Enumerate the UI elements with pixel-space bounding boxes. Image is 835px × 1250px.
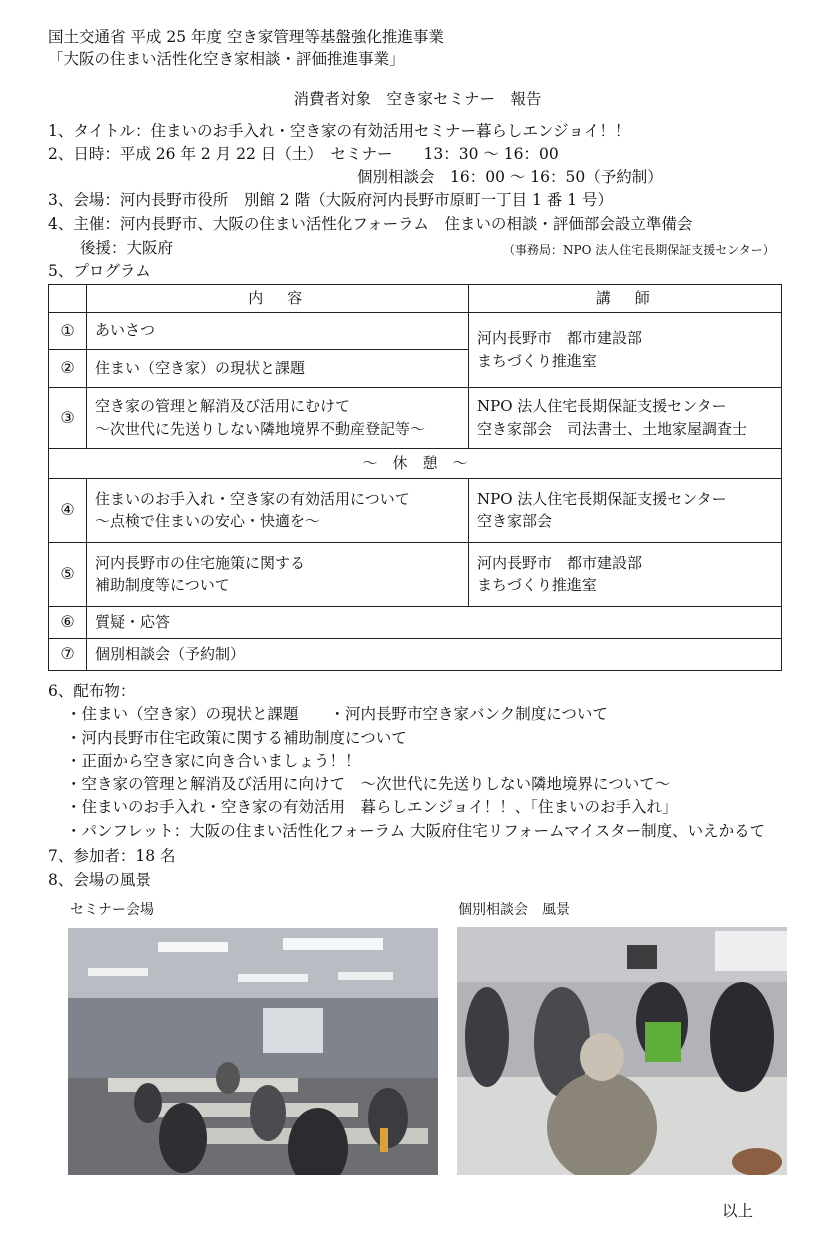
materials-heading: 6、配布物： (48, 682, 136, 700)
header-line-2: 「大阪の住まい活性化空き家相談・評価推進事業」 (48, 50, 405, 68)
item-secretariat: （事務局：NPO 法人住宅長期保証支援センター） (503, 243, 775, 257)
header-line-1: 国土交通省 平成 25 年度 空き家管理等基盤強化推進事業 (48, 28, 444, 46)
seminar-room-image (68, 928, 438, 1175)
item-host: 4、主催：河内長野市、大阪の住まい活性化フォーラム 住まいの相談・評価部会設立準備会 (48, 215, 693, 233)
table-row: ② 住まい（空き家）の現状と課題 (49, 349, 782, 387)
list-item: ・住まい（空き家）の現状と課題 ・河内長野市空き家バンク制度について (66, 705, 608, 723)
closing-text: 以上 (722, 1202, 754, 1220)
consultation-image (457, 927, 787, 1175)
list-item: ・正面から空き家に向き合いましょう！！ (66, 752, 361, 770)
item-date-consult: 個別相談会 16：00 ～ 16：50（予約制） (357, 168, 663, 186)
table-row: ③ 空き家の管理と解消及び活用にむけて ～次世代に先送りしない隣地境界不動産登記等～ NPO 法人住宅長期保証支援センター 空き家部会 司法書士、土地家屋調査士 (49, 387, 782, 448)
participants: 7、参加者：18 名 (48, 847, 176, 865)
table-row: ④ 住まいのお手入れ・空き家の有効活用について ～点検で住まいの安心・快適を～ NPO 法人住宅長期保証支援センター 空き家部会 (49, 478, 782, 542)
list-item: ・住まいのお手入れ・空き家の有効活用 暮らしエンジョイ！！、「住まいのお手入れ」 (66, 798, 678, 816)
list-item: ・河内長野市住宅政策に関する補助制度について (66, 729, 407, 747)
list-item: ・空き家の管理と解消及び活用に向けて ～次世代に先送りしない隣地境界について～ (66, 775, 671, 793)
photo-caption-right: 個別相談会 風景 (458, 902, 570, 918)
table-row: ① あいさつ 河内長野市 都市建設部 まちづくり推進室 (49, 312, 782, 349)
scene-heading: 8、会場の風景 (48, 871, 151, 889)
item-title: 1、タイトル：住まいのお手入れ・空き家の有効活用セミナー暮らしエンジョイ！！ (48, 122, 631, 140)
table-row: ⑥ 質疑・応答 (49, 606, 782, 638)
program-header-row (49, 285, 782, 313)
break-row: ～ 休 憩 ～ (49, 448, 782, 478)
item-support: 後援：大阪府 (80, 239, 174, 257)
col-content-header: 内 容 (87, 285, 469, 313)
photo-caption-left: セミナー会場 (70, 902, 154, 918)
item-date: 2、日時：平成 26 年 2 月 22 日（土） セミナー 13：30 ～ 16：00 (48, 145, 559, 163)
seminar-room-photo (68, 928, 438, 1175)
col-lecturer-header: 講 師 (469, 285, 782, 313)
table-row: ⑤ 河内長野市の住宅施策に関する 補助制度等について 河内長野市 都市建設部 まちづくり推進室 (49, 542, 782, 606)
report-title: 消費者対象 空き家セミナー 報告 (293, 90, 542, 108)
program-table (48, 284, 782, 671)
list-item: ・パンフレット：大阪の住まい活性化フォーラム 大阪府住宅リフォームマイスター制度、いえかるて (66, 822, 766, 840)
program-heading: 5、プログラム (48, 262, 151, 280)
consultation-photo (457, 927, 787, 1175)
item-venue: 3、会場：河内長野市役所 別館 2 階（大阪府河内長野市原町一丁目 1 番 1 号） (48, 191, 614, 209)
table-row: ⑦ 個別相談会（予約制） (49, 638, 782, 670)
